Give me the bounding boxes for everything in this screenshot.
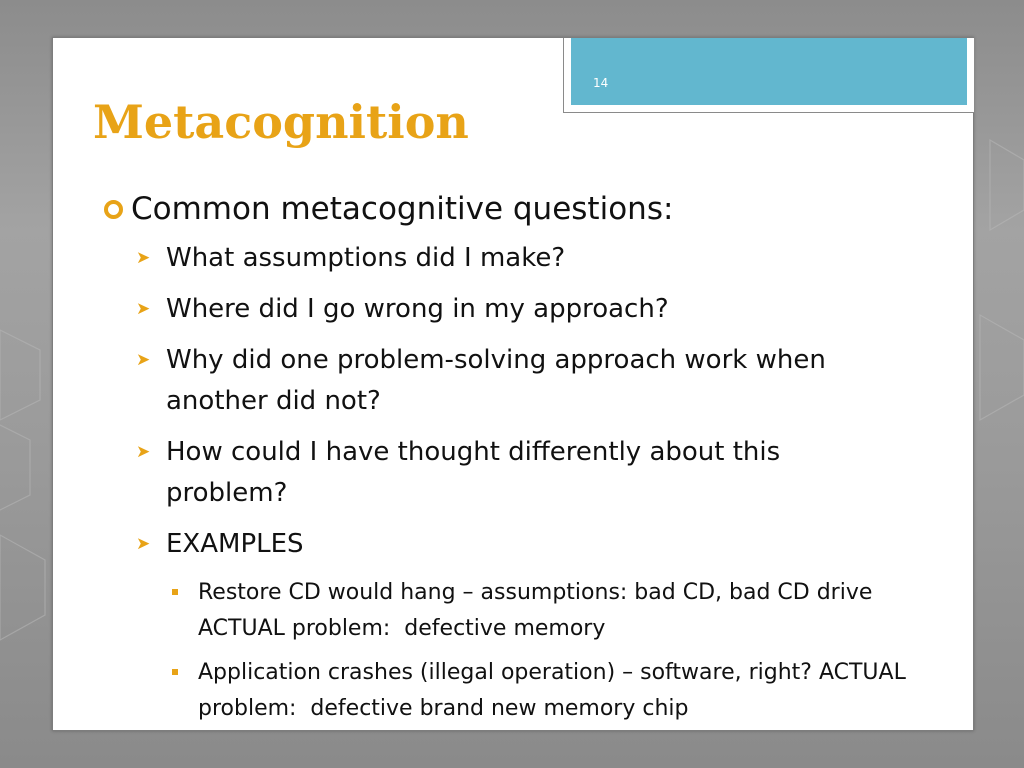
arrowhead-bullet-icon: ➤ <box>136 350 151 370</box>
example-text: Application crashes (illegal operation) – software, right? ACTUAL problem: defective brand new memory chip <box>198 660 913 721</box>
example-item <box>170 575 943 647</box>
question-item <box>136 432 938 514</box>
question-text: How could I have thought differently about this problem? <box>166 437 781 508</box>
slide-number-tab <box>563 38 975 113</box>
square-bullet-icon <box>172 589 178 595</box>
arrowhead-bullet-icon: ➤ <box>136 534 151 554</box>
examples-label: EXAMPLES <box>166 529 304 559</box>
question-item <box>136 340 938 422</box>
question-item <box>136 238 938 279</box>
question-text: What assumptions did I make? <box>166 243 566 273</box>
ring-bullet-icon <box>104 200 123 219</box>
arrowhead-bullet-icon: ➤ <box>136 248 151 268</box>
bullet-level1 <box>98 188 938 230</box>
slide-body <box>98 188 943 735</box>
slide-title: Metacognition <box>93 95 469 149</box>
arrowhead-bullet-icon: ➤ <box>136 442 151 462</box>
example-item <box>170 655 938 727</box>
example-text: Restore CD would hang – assumptions: bad CD, bad CD drive ACTUAL problem: defective memory <box>198 580 943 641</box>
question-text: Why did one problem-solving approach work when another did not? <box>166 345 826 416</box>
square-bullet-icon <box>172 669 178 675</box>
question-text: Where did I go wrong in my approach? <box>166 294 669 324</box>
question-item <box>136 289 938 330</box>
arrowhead-bullet-icon: ➤ <box>136 299 151 319</box>
examples-item <box>136 524 938 565</box>
slide-number-tab-fill <box>571 38 967 105</box>
slide-number: 14 <box>593 76 609 90</box>
bullet-heading: Common metacognitive questions: <box>131 191 674 227</box>
